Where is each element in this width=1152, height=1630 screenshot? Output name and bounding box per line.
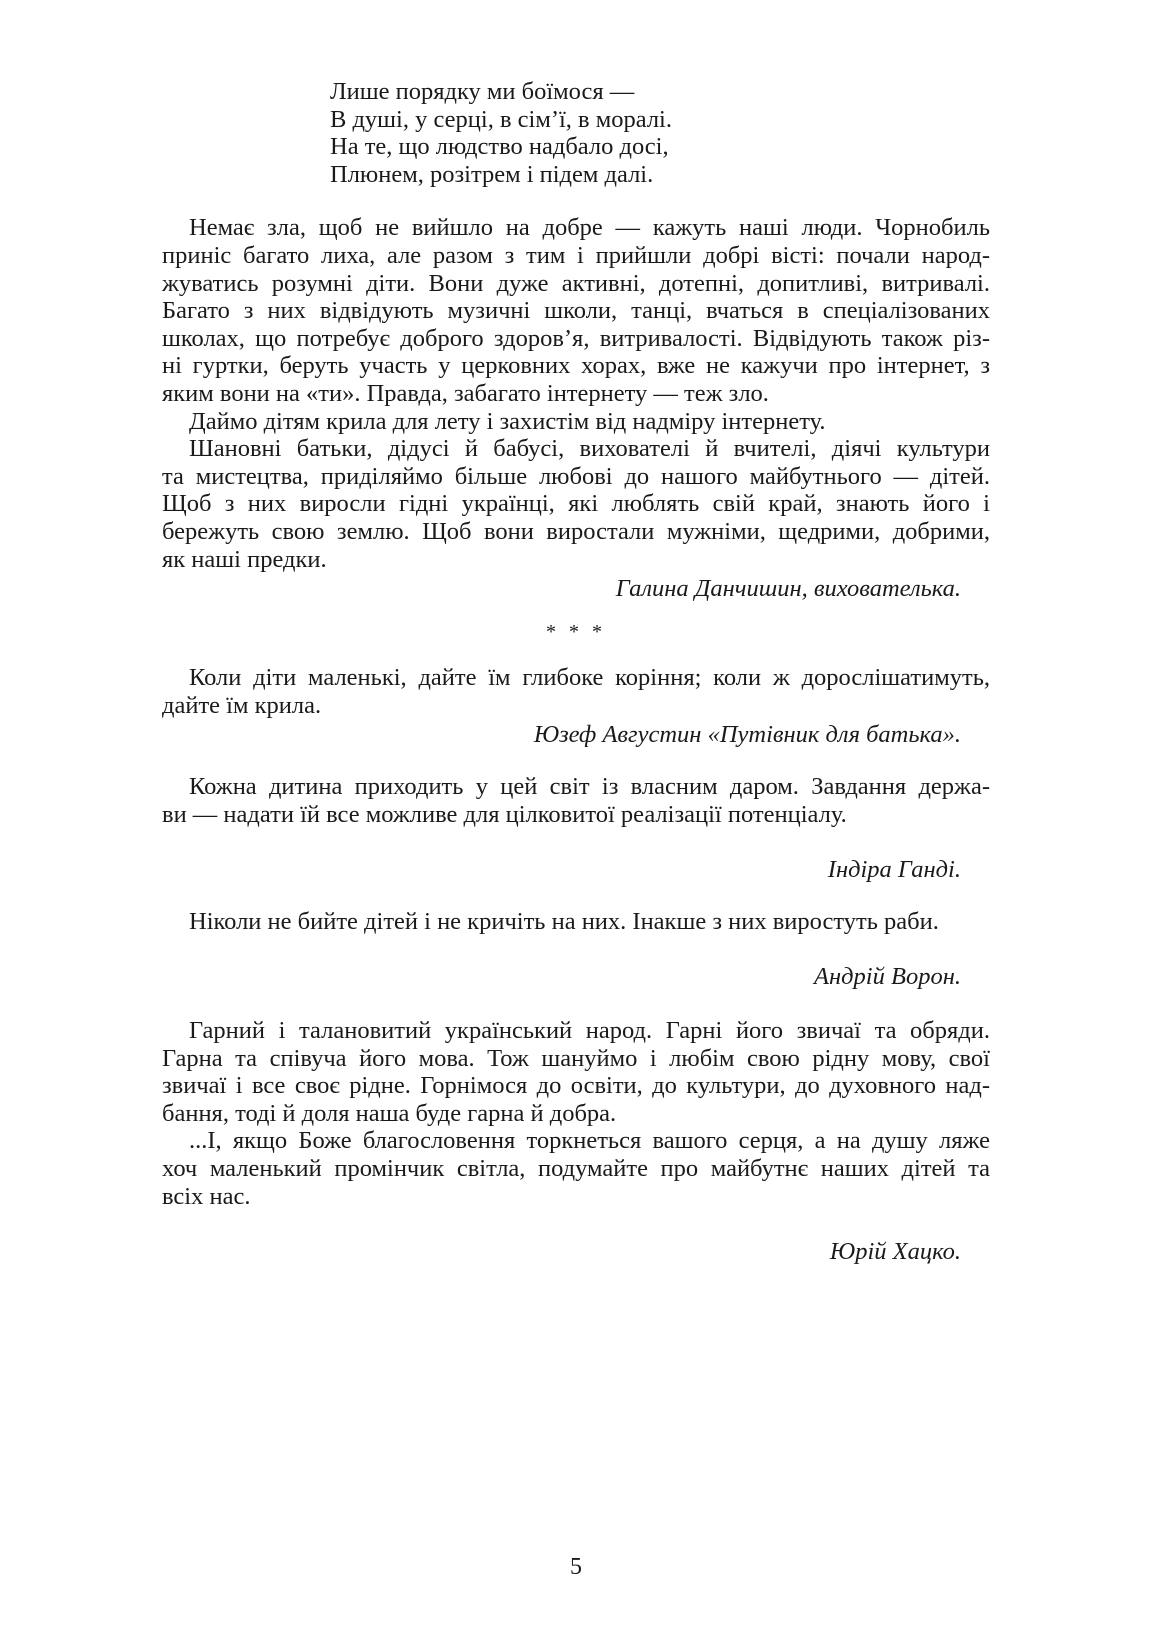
text-line: ...І, якщо Боже благословення торкнеться вашого серця, а на душу ляже	[189, 1127, 990, 1155]
text-line: ні гуртки, беруть участь у церковних хорах, вже не кажучи про інтернет, з	[162, 352, 990, 380]
text-line: звичаї і все своє рідне. Горнімося до освіти, до культури, до духовного над-	[162, 1072, 990, 1100]
text-line: Шановні батьки, дідусі й бабусі, вихователі й вчителі, діячі культури	[189, 435, 990, 463]
text-line: та мистецтва, приділяймо більше любові до нашого майбутнього — дітей.	[162, 462, 990, 490]
text-line: Щоб з них виросли гідні українці, які люблять свій край, знають його і	[162, 490, 990, 518]
paragraph-parents	[162, 435, 990, 573]
poem-line: Плюнем, розітрем і підем далі.	[330, 160, 654, 188]
page-content	[162, 78, 990, 1266]
text-line: Гарний і талановитий український народ. Гарні його звичаї та обряди.	[189, 1017, 990, 1045]
quote-gandhi	[162, 773, 990, 828]
quote-voron	[162, 908, 990, 936]
paragraph-wings	[162, 408, 990, 436]
text-line: Кожна дитина приходить у цей світ із власним даром. Завдання держа-	[189, 773, 990, 801]
page-number: 5	[570, 1554, 582, 1580]
text-line: Даймо дітям крила для лету і захистім від надміру інтернету.	[189, 407, 826, 435]
text-line: ви — надати їй все можливе для цілковитої реалізації потенціалу.	[162, 800, 847, 828]
poem-block	[330, 78, 990, 188]
text-line: Коли діти маленькі, дайте їм глибоке коріння; коли ж дорослішатимуть,	[189, 664, 990, 692]
text-line: жуватись розумні діти. Вони дуже активні, дотепні, допитливі, витривалі.	[162, 269, 990, 297]
signature-avgustyn: Юзеф Августин «Путівник для батька».	[533, 721, 961, 749]
text-line: Немає зла, щоб не вийшло на добре — кажуть наші люди. Чорнобиль	[189, 214, 990, 242]
signature-danchyshyn: Галина Данчишин, вихователька.	[615, 575, 961, 603]
text-line: як наші предки.	[162, 545, 327, 573]
poem-line: На те, що людство надбало досі,	[330, 133, 669, 161]
text-line: Багато з них відвідують музичні школи, танці, вчаться в спеціалізованих	[162, 297, 990, 325]
text-line: приніс багато лиха, але разом з тим і прийшли добрі вісті: почали народ-	[162, 241, 990, 269]
section-separator: * * *	[546, 620, 606, 643]
signature-voron: Андрій Ворон.	[814, 963, 961, 991]
text-line: бання, тоді й доля наша буде гарна й добра.	[162, 1099, 617, 1127]
text-line: хоч маленький промінчик світла, подумайте про майбутнє наших дітей та	[162, 1155, 990, 1182]
text-line: бережуть свою землю. Щоб вони виростали мужніми, щедрими, добрими,	[162, 517, 990, 545]
poem-line: В душі, у серці, в сім’ї, в моралі.	[330, 105, 672, 133]
signature-khatsko: Юрій Хацко.	[829, 1238, 961, 1266]
paragraph-blessing	[162, 1127, 990, 1210]
quote-avgustyn	[162, 664, 990, 719]
poem-line: Лише порядку ми боїмося —	[330, 78, 635, 105]
text-line: яким вони на «ти». Правда, забагато інтернету — теж зло.	[162, 379, 769, 407]
paragraph-people	[162, 1017, 990, 1127]
text-line: Ніколи не бийте дітей і не кричіть на них. Інакше з них виростуть раби.	[189, 907, 939, 935]
text-line: всіх нас.	[162, 1182, 251, 1210]
paragraph-chornobyl	[162, 214, 990, 407]
text-line: Гарна та співуча його мова. Тож шануймо і любім свою рідну мову, свої	[162, 1044, 990, 1072]
text-line: школах, що потребує доброго здоров’я, витривалості. Відвідують також різ-	[162, 324, 990, 352]
signature-gandhi: Індіра Ганді.	[827, 856, 961, 884]
text-line: дайте їм крила.	[162, 691, 322, 719]
